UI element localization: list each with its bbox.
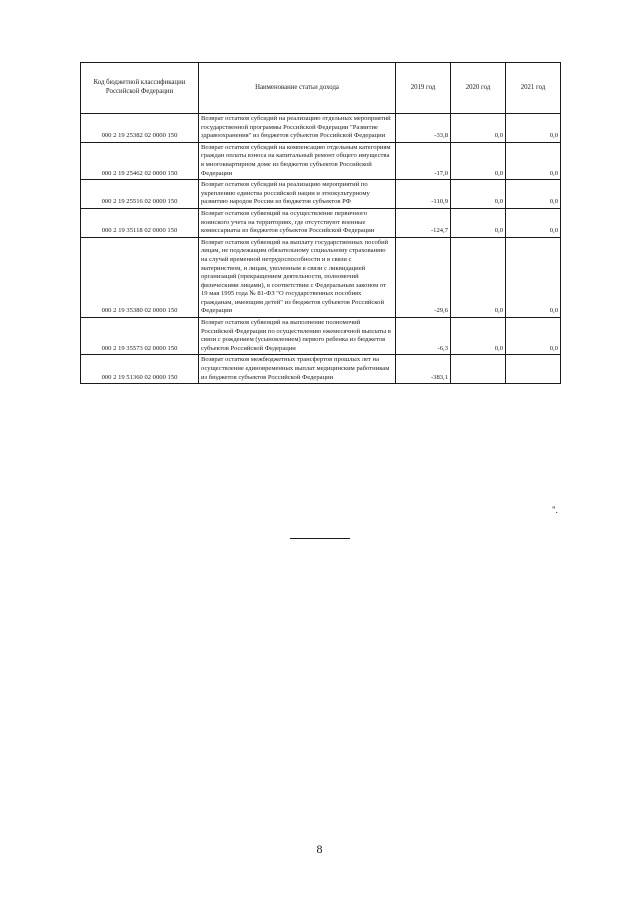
table-row (81, 237, 561, 317)
row-code: 000 2 19 25382 02 0000 150 (81, 114, 199, 143)
row-2019: -29,6 (396, 237, 451, 317)
closing-quote-mark: ". (552, 505, 558, 515)
row-code: 000 2 19 35573 02 0000 150 (81, 318, 199, 355)
row-2019: -6,3 (396, 318, 451, 355)
row-2019: -383,1 (396, 355, 451, 384)
row-2019: -124,7 (396, 208, 451, 237)
row-name: Возврат остатков межбюджетных трансфертов прошлых лет на осуществление единовременных выплат медицинским работникам из бюджетов субъектов Российской Федерации (199, 355, 396, 384)
table-row (81, 318, 561, 355)
table-row (81, 114, 561, 143)
row-code: 000 2 19 25462 02 0000 150 (81, 142, 199, 179)
row-2021: 0,0 (506, 142, 561, 179)
row-2020: 0,0 (451, 180, 506, 209)
header-name: Наименование статьи дохода (199, 63, 396, 114)
row-2019: -33,8 (396, 114, 451, 143)
row-code: 000 2 19 25516 02 0000 150 (81, 180, 199, 209)
row-2021: 0,0 (506, 114, 561, 143)
row-name: Возврат остатков субсидий на реализацию мероприятий по укреплению единства российской нации и этнокультурному развитию народов России из бюджетов субъектов РФ (199, 180, 396, 209)
row-name: Возврат остатков субвенций на выполнение полномочий Российской Федерации по осуществлению ежемесячной выплаты в связи с рождением (усыновлением) первого ребенка из бюджетов субъектов Российской Федерации (199, 318, 396, 355)
row-2021: 0,0 (506, 318, 561, 355)
row-2019: -17,0 (396, 142, 451, 179)
end-divider (290, 538, 350, 539)
row-2021: 0,0 (506, 208, 561, 237)
row-2019: -110,9 (396, 180, 451, 209)
header-2020: 2020 год (451, 63, 506, 114)
row-code: 000 2 19 35118 02 0000 150 (81, 208, 199, 237)
row-2020: 0,0 (451, 208, 506, 237)
header-code: Код бюджетной классификации Российской Федерации (81, 63, 199, 114)
page-number: 8 (316, 842, 323, 856)
row-2020: 0,0 (451, 237, 506, 317)
row-2020: 0,0 (451, 142, 506, 179)
row-name: Возврат остатков субвенций на осуществление первичного воинского учета на территориях, где отсутствуют военные комиссариаты из бюджетов субъектов Российской Федерации (199, 208, 396, 237)
table-header-row (81, 63, 561, 114)
header-2021: 2021 год (506, 63, 561, 114)
row-name: Возврат остатков субвенций на выплату государственных пособий лицам, не подлежащим обязательному социальному страхованию на случай временной нетрудоспособности и в связи с материнством, и лицам, уволенным в связи с ликвидацией организаций (прекращением деятельности, полномочий физическими лицами), в соответствии с Федеральным законом от 19 мая 1995 года № 81-ФЗ "О государственных пособиях гражданам, имеющим детей" из бюджетов субъектов Российской Федерации (199, 237, 396, 317)
row-2021 (506, 355, 561, 384)
row-2021: 0,0 (506, 237, 561, 317)
table-row (81, 208, 561, 237)
row-name: Возврат остатков субсидий на реализацию отдельных мероприятий государственной программы Российской Федерации "Развитие здравоохранения" из бюджетов субъектов Российской Федерации (199, 114, 396, 143)
row-2021: 0,0 (506, 180, 561, 209)
row-2020: 0,0 (451, 318, 506, 355)
table-row (81, 355, 561, 384)
row-code: 000 2 19 51360 02 0000 150 (81, 355, 199, 384)
table-row (81, 142, 561, 179)
header-2019: 2019 год (396, 63, 451, 114)
row-2020: 0,0 (451, 114, 506, 143)
row-2020 (451, 355, 506, 384)
budget-table (80, 62, 561, 384)
table-row (81, 180, 561, 209)
row-name: Возврат остатков субсидий на компенсацию отдельным категориям граждан оплаты взноса на капитальный ремонт общего имущества в многоквартирном доме из бюджетов субъектов Российской Федерации (199, 142, 396, 179)
row-code: 000 2 19 35380 02 0000 150 (81, 237, 199, 317)
